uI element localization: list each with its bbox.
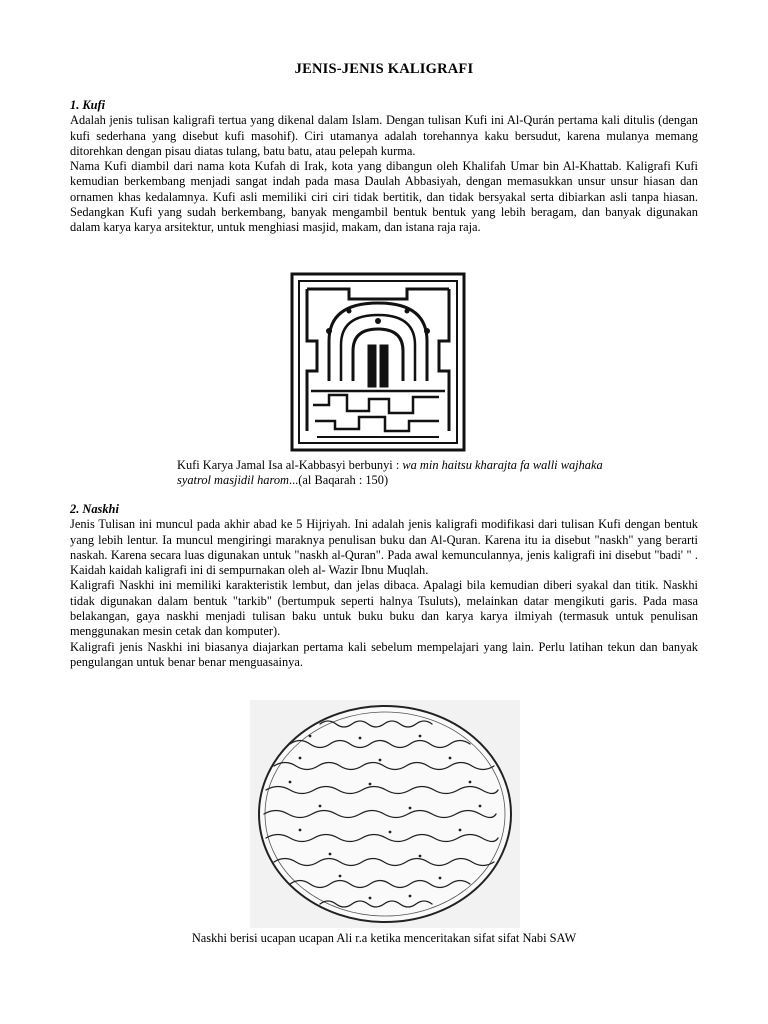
kufi-caption: [177, 458, 607, 489]
kufi-paragraph-2: Nama Kufi diambil dari nama kota Kufah di Irak, kota yang dibangun oleh Khalifah Umar bin Al-Khattab. Kaligrafi Kufi kemudian berkembang menjadi sangat indah pada masa Daulah Abbasiyah, dengan memasukkan unsur unsur hiasan dan ornamen khas kedalamnya. Kufi asli memiliki ciri ciri tidak bertitik, dan tidak bersyakal serta dibiarkan asli tanpa hiasan. Sedangkan Kufi yang sudah berkembang, banyak mengambil bentuk bentuk yang lebih beragam, dan banyak digunakan dalam karya karya arsitektur, untuk menghiasi masjid, makam, dan istana raja raja.: [70, 159, 698, 235]
naskhi-paragraph-2: Kaligrafi Naskhi ini memiliki karakteristik lembut, dan jelas dibaca. Apalagi bila kemudian diberi syakal dan titik. Naskhi tidak digunakan dalam bentuk "tarkib" (bertumpuk seperti halnya Tsuluts), melainkan datar mengikuti garis. Pada masa belakangan, gaya naskhi menjadi tulisan baku untuk buku buku dan karya karya ilmiyah (termasuk untuk penulisan menggunakan mesin cetak dan komputer).: [70, 578, 698, 639]
section-heading-kufi: 1. Kufi: [70, 98, 106, 112]
naskhi-paragraph-1: Jenis Tulisan ini muncul pada akhir abad ke 5 Hijriyah. Ini adalah jenis kaligrafi modifikasi dari tulisan Kufi dengan bentuk yang lebih lentur. Ia muncul mengiringi maraknya penulisan buku dan Al-Quran. Karena itu ia disebut "naskh" yang berarti naskah. Karena secara luas digunakan untuk "naskh al-Quran". Pada awal kemunculannya, jenis kaligrafi ini disebut "badi' " . Kaidah kaidah kaligrafi ini di sempurnakan oleh al- Wazir Ibnu Muqlah.: [70, 517, 698, 578]
kufi-caption-italic: wa min haitsu kharajta fa walli wajhaka syatrol masjidil harom: [177, 458, 603, 488]
kufi-caption-end: ...(al Baqarah : 150): [288, 473, 389, 488]
naskhi-caption: Naskhi berisi ucapan ucapan Ali r.a ketika menceritakan sifat sifat Nabi SAW: [191, 931, 577, 945]
naskhi-calligraphy-image: [250, 700, 520, 928]
kufi-calligraphy-image: [289, 271, 467, 453]
section-heading-naskhi: 2. Naskhi: [70, 502, 119, 516]
kufi-paragraph-1: Adalah jenis tulisan kaligrafi tertua yang dikenal dalam Islam. Dengan tulisan Kufi ini Al-Qurán pertama kali ditulis (dengan kufi sederhana yang disebut kufi masohif). Ciri utamanya adalah torehannya kaku bersudut, karena mulanya memang ditorehkan dengan pisau diatas tulang, batu batu, atau pelepah kurma.: [70, 113, 698, 158]
page-title: JENIS-JENIS KALIGRAFI: [294, 61, 474, 77]
kufi-caption-plain: Kufi Karya Jamal Isa al-Kabbasyi berbunyi :: [177, 458, 403, 472]
section-naskhi: [70, 502, 698, 670]
naskhi-paragraph-3: Kaligrafi jenis Naskhi ini biasanya diajarkan pertama kali sebelum mempelajari yang lain. Perlu latihan tekun dan banyak pengulangan untuk benar benar menguasainya.: [70, 639, 698, 669]
section-kufi: [70, 98, 698, 236]
